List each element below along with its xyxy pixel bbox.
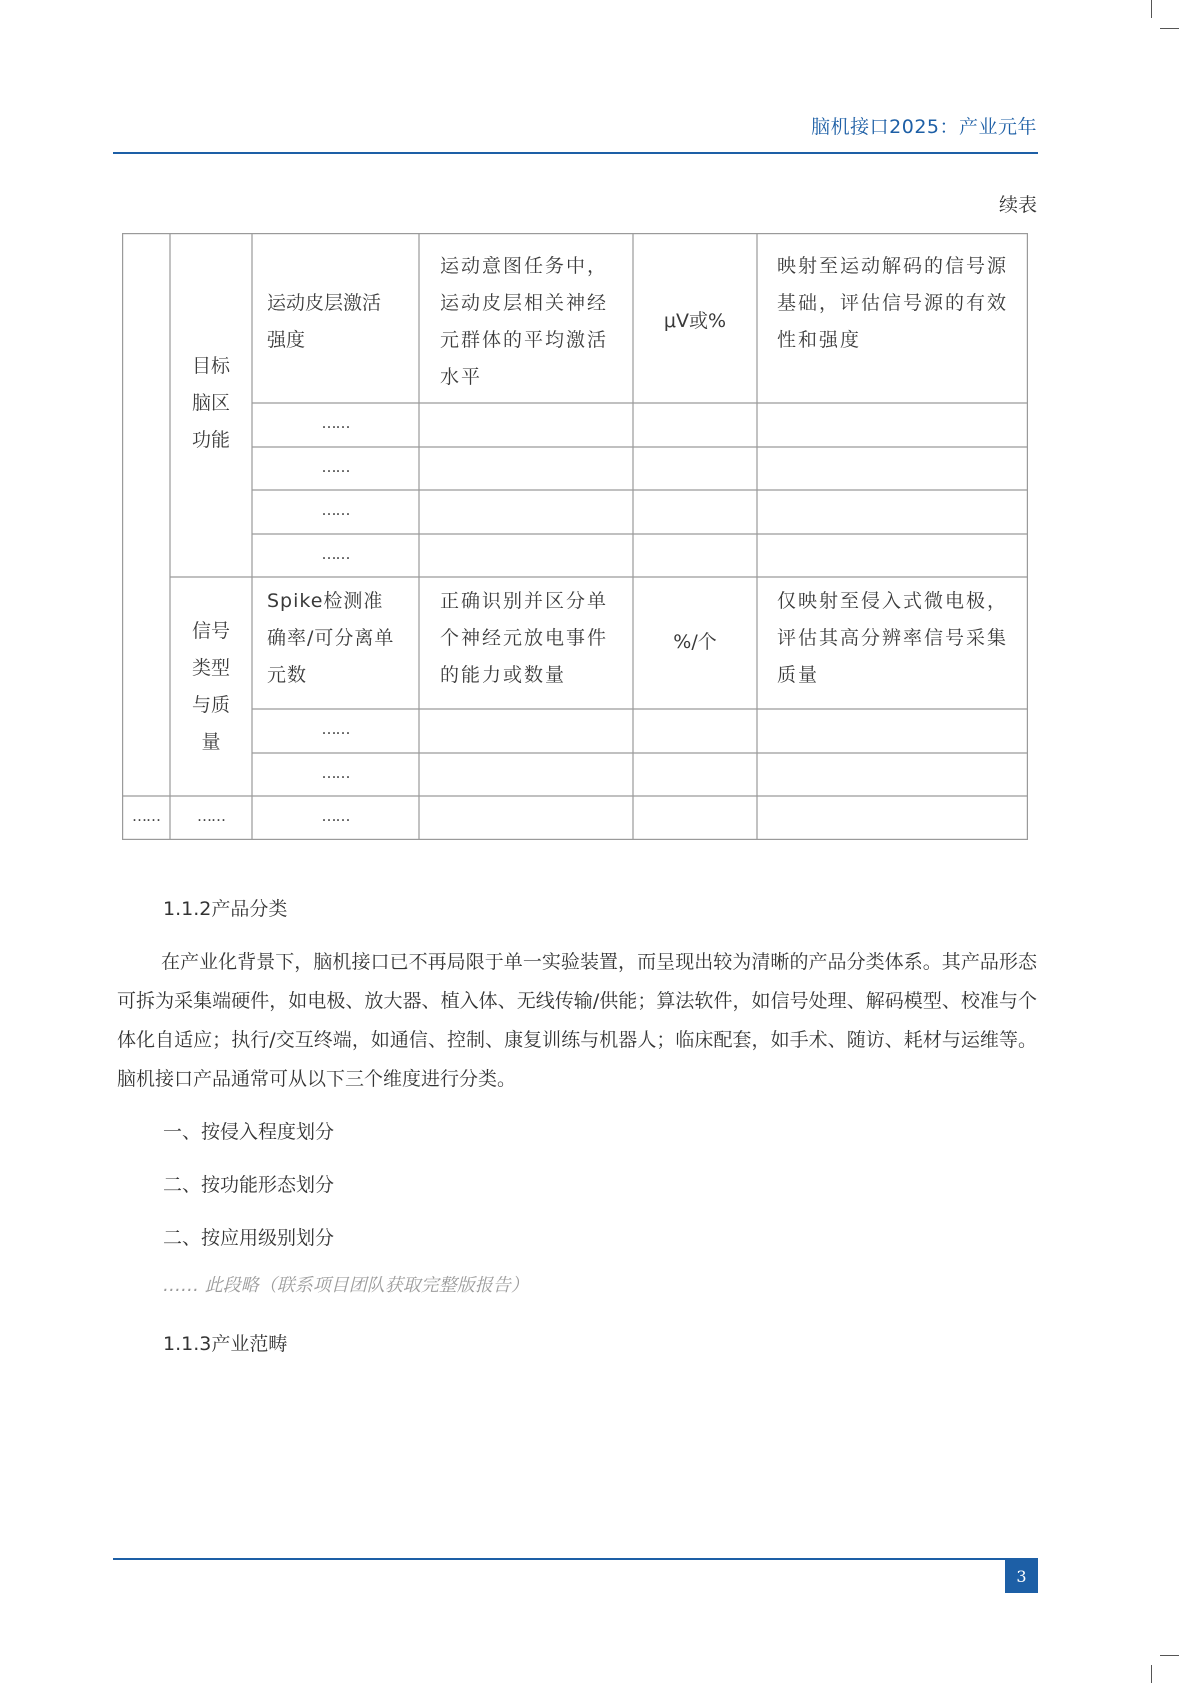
note-line: 仅映射至侵入式微电极， <box>777 590 1009 612</box>
note-line: 映射至运动解码的信号源 <box>777 255 1009 277</box>
indicator-spike <box>267 583 417 694</box>
list-item: 一、按侵入程度划分 <box>163 1121 335 1143</box>
table-ellipsis: …… <box>197 807 225 825</box>
definition-line: 水平 <box>440 366 483 388</box>
table-ellipsis: …… <box>321 458 350 476</box>
table-continued-caption: 续表 <box>998 194 1037 216</box>
unit-spike: %/个 <box>673 631 717 653</box>
note-line: 性和强度 <box>777 329 862 351</box>
table-ellipsis: …… <box>321 501 350 519</box>
crop-mark <box>1151 1665 1152 1683</box>
indicator-line: Spike检测准 <box>267 590 384 612</box>
section-heading-1-1-2: 1.1.2产品分类 <box>163 898 288 920</box>
running-header-title: 脑机接口2025：产业元年 <box>811 116 1037 138</box>
crop-mark <box>1151 0 1152 18</box>
omitted-content-note: …… 此段略（联系项目团队获取完整版报告） <box>163 1275 529 1296</box>
section-heading-1-1-3: 1.1.3产业范畴 <box>163 1333 288 1355</box>
note-spike <box>777 583 1025 694</box>
group-label-line: 量 <box>201 731 221 753</box>
group-label-signal-type-quality <box>170 613 252 761</box>
body-paragraph: 在产业化背景下，脑机接口已不再局限于单一实验装置，而呈现出较为清晰的产品分类体系。其产品形态可拆为采集端硬件，如电极、放大器、植入体、无线传输/供能；算法软件，如信号处理、解码模型、校准与个体化自适应；执行/交互终端，如通信、控制、康复训练与机器人；临床配套，如手术、随访、耗材与运维等。脑机接口产品通常可从以下三个维度进行分类。 <box>117 951 1037 1090</box>
crop-mark <box>1160 28 1179 29</box>
indicator-line: 运动皮层激活 <box>267 292 382 314</box>
note-line: 评估其高分辨率信号采集 <box>777 627 1009 649</box>
footer-rule <box>113 1558 1038 1560</box>
definition-line: 运动皮层相关神经 <box>440 292 609 314</box>
note-line: 质量 <box>777 664 820 686</box>
page-number: 3 <box>1005 1560 1038 1593</box>
group-label-line: 脑区 <box>191 392 230 414</box>
list-item: 二、按应用级别划分 <box>163 1227 335 1249</box>
table-ellipsis: …… <box>321 414 350 432</box>
group-label-line: 功能 <box>191 429 230 451</box>
table-ellipsis: …… <box>321 807 350 825</box>
note-motor-cortex <box>777 248 1025 359</box>
header-rule <box>113 152 1038 154</box>
crop-mark <box>1160 1655 1179 1656</box>
list-item: 二、按功能形态划分 <box>163 1174 335 1196</box>
definition-line: 运动意图任务中， <box>440 255 609 277</box>
indicator-line: 确率/可分离单 <box>267 627 395 649</box>
group-label-line: 信号 <box>191 620 230 642</box>
indicator-motor-cortex <box>267 285 417 359</box>
definition-motor-cortex <box>440 248 630 396</box>
indicator-table <box>122 233 1028 840</box>
table-ellipsis: …… <box>321 720 350 738</box>
definition-line: 正确识别并区分单 <box>440 590 609 612</box>
definition-line: 个神经元放电事件 <box>440 627 609 649</box>
table-ellipsis: …… <box>132 807 160 825</box>
note-line: 基础，评估信号源的有效 <box>777 292 1009 314</box>
definition-line: 元群体的平均激活 <box>440 329 609 351</box>
unit-motor-cortex: μV或% <box>663 310 727 332</box>
definition-line: 的能力或数量 <box>440 664 567 686</box>
definition-spike <box>440 583 630 694</box>
group-label-target-brain-function <box>170 348 252 459</box>
group-label-line: 目标 <box>191 355 230 377</box>
table-ellipsis: …… <box>321 545 350 563</box>
table-ellipsis: …… <box>321 764 350 782</box>
indicator-line: 强度 <box>267 329 306 351</box>
indicator-line: 元数 <box>267 664 308 686</box>
group-label-line: 与质 <box>191 694 230 716</box>
group-label-line: 类型 <box>191 657 230 679</box>
